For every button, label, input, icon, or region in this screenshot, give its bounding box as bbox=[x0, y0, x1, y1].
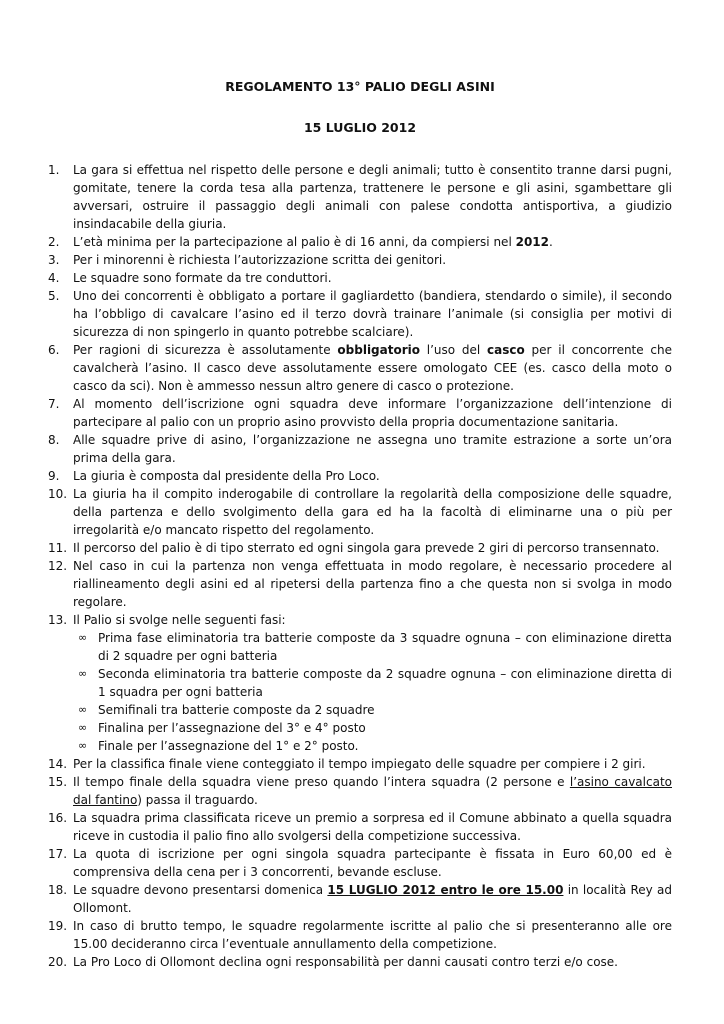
rule-text: La giuria è composta dal presidente della Pro Loco. bbox=[73, 469, 380, 483]
rule-item bbox=[48, 881, 672, 917]
rule-text: Alle squadre prive di asino, l’organizzazione ne assegna uno tramite estrazione a sorte un’ora prima della gara. bbox=[73, 433, 672, 465]
rule-text: ) passa il traguardo. bbox=[137, 793, 258, 807]
rule-number: 7. bbox=[48, 397, 60, 411]
phase-item bbox=[73, 737, 672, 755]
rule-text: La gara si effettua nel rispetto delle persone e degli animali; tutto è consentito tranne darsi pugni, gomitate, tenere la corda tesa alla partenza, trattenere le persone e gli asini, sgambettare gli avversari, ostruire il passaggio degli animali con palese condotta antisportiva, a giudizio insindacabile della giuria. bbox=[73, 163, 672, 231]
phase-text: Semifinali tra batterie composte da 2 squadre bbox=[98, 703, 375, 717]
rule-item bbox=[48, 611, 672, 755]
rule-text: Al momento dell’iscrizione ogni squadra deve informare l’organizzazione dell’intenzione di partecipare al palio con un proprio asino provvisto della propria documentazione sanitaria. bbox=[73, 397, 672, 429]
rule-item bbox=[48, 539, 672, 557]
rule-number: 20. bbox=[48, 955, 68, 969]
rule-number: 10. bbox=[48, 487, 68, 501]
rule-emphasis: casco bbox=[487, 343, 525, 357]
rule-text: . bbox=[549, 235, 553, 249]
rule-text: Nel caso in cui la partenza non venga effettuata in modo regolare, è necessario procedere al riallineamento degli asini ed al ripetersi della partenza fino a che questa non si svolga in modo regolare. bbox=[73, 559, 672, 609]
rule-number: 14. bbox=[48, 757, 68, 771]
rule-text: Per la classifica finale viene conteggiato il tempo impiegato delle squadre per compiere i 2 giri. bbox=[73, 757, 646, 771]
rule-item bbox=[48, 269, 672, 287]
rule-text: La giuria ha il compito inderogabile di controllare la regolarità della composizione delle squadre, della partenza e dello svolgimento della gara ed ha la facoltà di eliminarne una o più per irregolarità e/o mancato rispetto del regolamento. bbox=[73, 487, 672, 537]
phases-list bbox=[73, 629, 672, 755]
rule-item bbox=[48, 917, 672, 953]
rule-text: Per i minorenni è richiesta l’autorizzazione scritta dei genitori. bbox=[73, 253, 447, 267]
rule-number: 8. bbox=[48, 433, 60, 447]
rule-number: 12. bbox=[48, 559, 68, 573]
infinity-bullet-icon: ∞ bbox=[78, 739, 88, 752]
rule-number: 1. bbox=[48, 163, 60, 177]
rule-text: L’età minima per la partecipazione al palio è di 16 anni, da compiersi nel bbox=[73, 235, 516, 249]
rule-item bbox=[48, 431, 672, 467]
rule-text: La squadra prima classificata riceve un premio a sorpresa ed il Comune abbinato a quella squadra riceve in custodia il palio fino allo svolgersi della competizione successiva. bbox=[73, 811, 672, 843]
rule-text: Per ragioni di sicurezza è assolutamente bbox=[73, 343, 338, 357]
rule-item bbox=[48, 251, 672, 269]
rule-item bbox=[48, 773, 672, 809]
rule-number: 11. bbox=[48, 541, 68, 555]
rule-number: 19. bbox=[48, 919, 68, 933]
rule-text: Uno dei concorrenti è obbligato a portare il gagliardetto (bandiera, stendardo o simile), il secondo ha l’obbligo di cavalcare l’asino ed il terzo dovrà trainare l’animale (si consiglia per motivi di sicurezza di non spingerlo in quanto potrebbe scalciare). bbox=[73, 289, 672, 339]
rule-item bbox=[48, 485, 672, 539]
rule-item bbox=[48, 287, 672, 341]
rule-text: in località Rey ad Ollomont. bbox=[73, 883, 672, 915]
rule-text: per il concorrente che cavalcherà l’asino. Il casco deve assolutamente essere omologato CEE (es. casco della moto o casco da sci). Non è ammesso nessun altro genere di casco o protezione. bbox=[73, 343, 673, 393]
rule-item bbox=[48, 755, 672, 773]
rule-text: Le squadre sono formate da tre conduttori. bbox=[73, 271, 332, 285]
document-date: 15 LUGLIO 2012 bbox=[303, 120, 417, 135]
rule-number: 9. bbox=[48, 469, 60, 483]
rule-number: 4. bbox=[48, 271, 60, 285]
rule-number: 6. bbox=[48, 343, 60, 357]
rule-number: 16. bbox=[48, 811, 68, 825]
rules-list bbox=[48, 161, 672, 971]
infinity-bullet-icon: ∞ bbox=[78, 631, 88, 644]
phase-text: Finalina per l’assegnazione del 3° e 4° posto bbox=[98, 721, 366, 735]
infinity-bullet-icon: ∞ bbox=[78, 703, 88, 716]
rule-emphasis: obbligatorio bbox=[337, 343, 420, 357]
rule-number: 15. bbox=[48, 775, 68, 789]
rule-text: La quota di iscrizione per ogni singola squadra partecipante è fissata in Euro 60,00 ed è comprensiva della cena per i 3 concorrenti, bevande escluse. bbox=[73, 847, 672, 879]
infinity-bullet-icon: ∞ bbox=[78, 667, 88, 680]
rule-text: Il Palio si svolge nelle seguenti fasi: bbox=[73, 613, 286, 627]
phase-item bbox=[73, 665, 672, 701]
rule-item bbox=[48, 845, 672, 881]
rule-item bbox=[48, 557, 672, 611]
rule-item bbox=[48, 341, 672, 395]
document-title: REGOLAMENTO 13° PALIO DEGLI ASINI bbox=[225, 79, 495, 94]
infinity-bullet-icon: ∞ bbox=[78, 721, 88, 734]
rule-emphasis: 15 LUGLIO 2012 entro le ore 15.00 bbox=[327, 883, 564, 897]
rule-item bbox=[48, 467, 672, 485]
rule-number: 3. bbox=[48, 253, 60, 267]
rule-number: 18. bbox=[48, 883, 68, 897]
rule-number: 2. bbox=[48, 235, 60, 249]
phase-item bbox=[73, 719, 672, 737]
rule-text: Il tempo finale della squadra viene preso quando l’intera squadra (2 persone e bbox=[73, 775, 570, 789]
rule-number: 13. bbox=[48, 613, 68, 627]
rule-text: Le squadre devono presentarsi domenica bbox=[73, 883, 328, 897]
rule-item bbox=[48, 395, 672, 431]
rule-number: 5. bbox=[48, 289, 60, 303]
phase-text: Prima fase eliminatoria tra batterie composte da 3 squadre ognuna – con eliminazione diretta di 2 squadre per ogni batteria bbox=[98, 631, 672, 663]
rule-item bbox=[48, 161, 672, 233]
rule-item bbox=[48, 809, 672, 845]
phase-text: Seconda eliminatoria tra batterie composte da 2 squadre ognuna – con eliminazione diretta di 1 squadra per ogni batteria bbox=[98, 667, 672, 699]
phase-text: Finale per l’assegnazione del 1° e 2° posto. bbox=[98, 739, 359, 753]
rule-underlined: l’asino cavalcato dal fantino bbox=[73, 775, 672, 807]
rule-text: Il percorso del palio è di tipo sterrato ed ogni singola gara prevede 2 giri di percorso transennato. bbox=[73, 541, 660, 555]
rule-number: 17. bbox=[48, 847, 68, 861]
rule-text: La Pro Loco di Ollomont declina ogni responsabilità per danni causati contro terzi e/o cose. bbox=[73, 955, 618, 969]
rule-text: l’uso del bbox=[420, 343, 488, 357]
rule-item bbox=[48, 233, 672, 251]
rule-emphasis: 2012 bbox=[515, 235, 549, 249]
phase-item bbox=[73, 701, 672, 719]
rule-text: In caso di brutto tempo, le squadre regolarmente iscritte al palio che si presenteranno alle ore 15.00 decideranno circa l’eventuale annullamento della competizione. bbox=[73, 919, 672, 951]
rule-item bbox=[48, 953, 672, 971]
phase-item bbox=[73, 629, 672, 665]
